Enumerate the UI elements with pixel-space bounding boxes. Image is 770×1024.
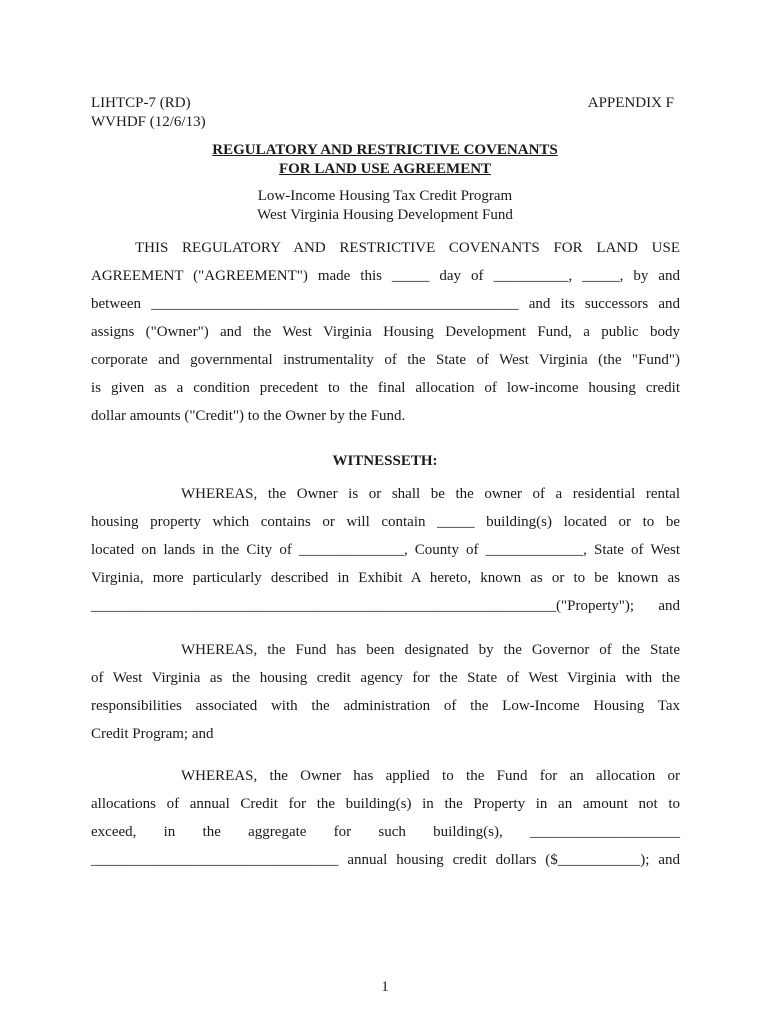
whereas3-line: WHEREAS, the Owner has applied to the Fund for an allocation or	[181, 768, 680, 784]
whereas1-line: Virginia, more particularly described in Exhibit A hereto, known as or to be known as	[91, 570, 680, 586]
intro-line: assigns ("Owner") and the West Virginia Housing Development Fund, a public body	[91, 324, 680, 340]
subtitle-line-2: West Virginia Housing Development Fund	[257, 207, 513, 223]
whereas3-line: allocations of annual Credit for the building(s) in the Property in an amount not to	[91, 796, 680, 812]
title-line-1: REGULATORY AND RESTRICTIVE COVENANTS	[212, 142, 558, 158]
whereas2-line: responsibilities associated with the administration of the Low-Income Housing Tax	[91, 698, 680, 714]
appendix-label: APPENDIX F	[587, 95, 674, 111]
intro-line: THIS REGULATORY AND RESTRICTIVE COVENANTS FOR LAND USE	[135, 240, 680, 256]
intro-line: is given as a condition precedent to the final allocation of low-income housing credit	[91, 380, 680, 396]
intro-line: between _________________________________________________ and its successors and	[91, 296, 680, 312]
document-subtitle	[0, 187, 770, 225]
intro-paragraph	[91, 234, 680, 430]
whereas2-line: WHEREAS, the Fund has been designated by the Governor of the State	[181, 642, 680, 658]
intro-line: corporate and governmental instrumentality of the State of West Virginia (the "Fund")	[91, 352, 680, 368]
title-line-2: FOR LAND USE AGREEMENT	[278, 161, 492, 177]
witnesseth-heading: WITNESSETH:	[332, 453, 438, 469]
whereas-paragraph-1	[91, 480, 680, 620]
whereas1-line: housing property which contains or will contain _____ building(s) located or to be	[91, 514, 680, 530]
page-number: 1	[381, 979, 389, 995]
whereas3-line: exceed, in the aggregate for such building(s), ____________________	[91, 824, 680, 840]
document-title	[0, 141, 770, 179]
whereas2-line: of West Virginia as the housing credit agency for the State of West Virginia with the	[91, 670, 680, 686]
whereas1-line: ______________________________________________________________("Property"); and	[91, 598, 680, 614]
subtitle-line-1: Low-Income Housing Tax Credit Program	[257, 188, 513, 204]
whereas1-line: WHEREAS, the Owner is or shall be the owner of a residential rental	[181, 486, 680, 502]
whereas3-line: _________________________________ annual housing credit dollars ($___________); and	[91, 852, 680, 868]
whereas-paragraph-3	[91, 762, 680, 874]
form-identifier	[91, 94, 206, 132]
form-id: LIHTCP-7 (RD)	[91, 95, 191, 111]
whereas1-line: located on lands in the City of ______________, County of _____________, State of West	[91, 542, 680, 558]
whereas2-line: Credit Program; and	[91, 726, 214, 742]
intro-line: AGREEMENT ("AGREEMENT") made this _____ day of __________, _____, by and	[91, 268, 680, 284]
form-date: WVHDF (12/6/13)	[91, 114, 206, 130]
intro-line: dollar amounts ("Credit") to the Owner by the Fund.	[91, 408, 406, 424]
whereas-paragraph-2	[91, 636, 680, 748]
